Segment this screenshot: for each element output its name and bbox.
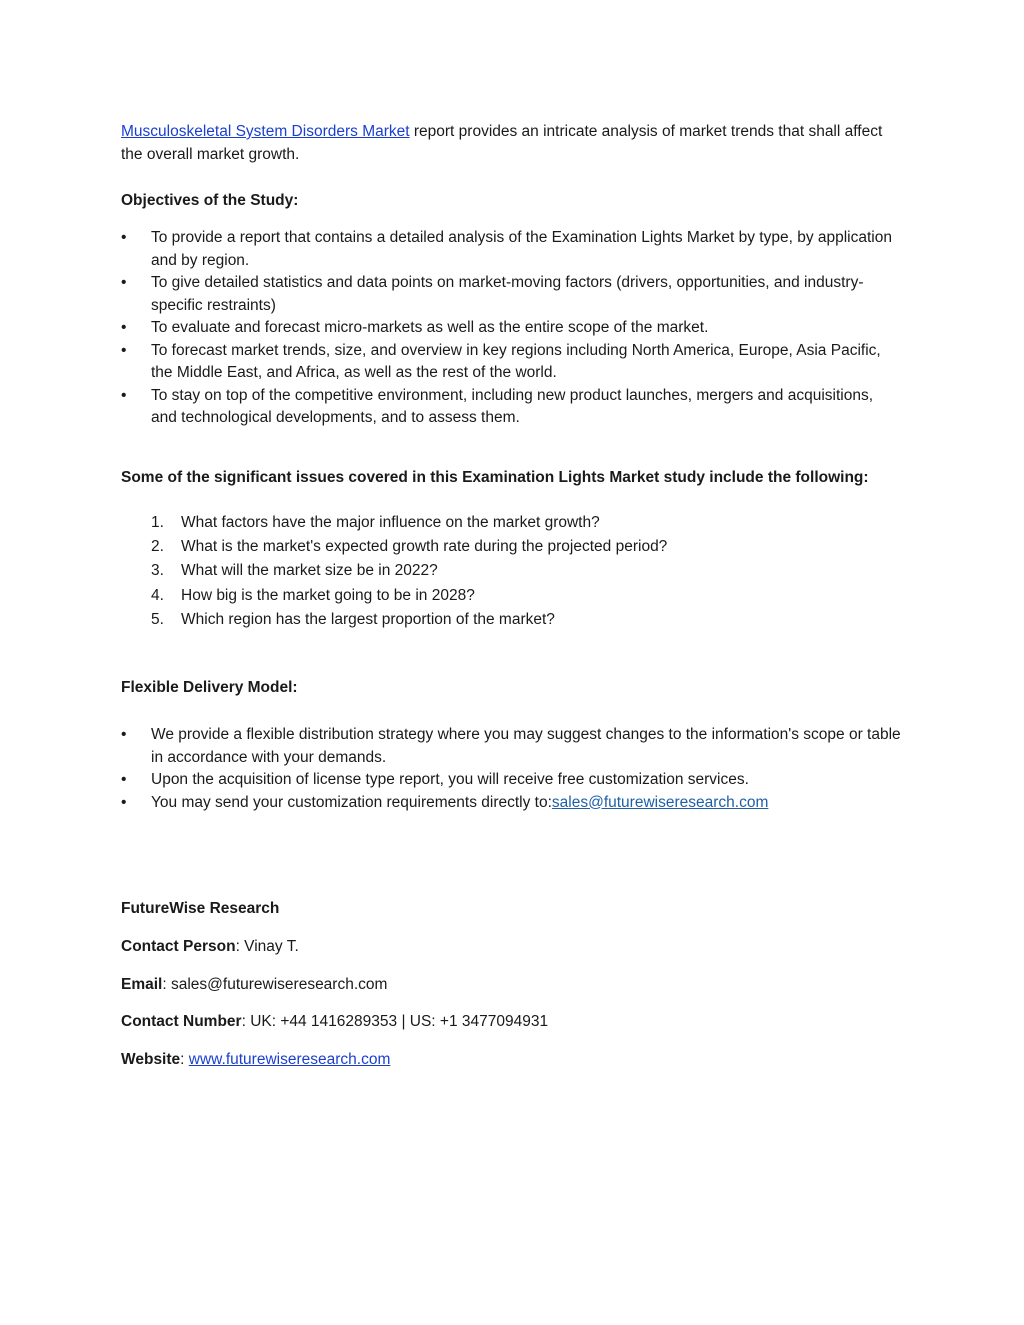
contact-number-line xyxy=(121,1011,901,1034)
bullet-icon: • xyxy=(121,274,127,291)
list-number: 1. xyxy=(151,514,164,531)
list-item-text: What is the market's expected growth rate during the projected period? xyxy=(181,538,668,556)
website-link[interactable]: www.futurewiseresearch.com xyxy=(188,1051,391,1068)
list-number: 2. xyxy=(151,538,164,556)
list-item xyxy=(151,511,891,535)
list-item-text: To stay on top of the competitive environment, including new product launches, mergers and acquisitions, and technological developments, and to assess them. xyxy=(151,386,874,426)
list-item-text: We provide a flexible distribution strategy where you may suggest changes to the information's scope or table in accordance with your demands. xyxy=(151,726,901,766)
website-line xyxy=(121,1049,901,1072)
objectives-heading: Objectives of the Study: xyxy=(121,192,299,209)
list-item xyxy=(151,559,891,583)
sales-email-link[interactable]: sales@futurewiseresearch.com xyxy=(551,793,769,811)
list-item xyxy=(121,272,901,317)
delivery-list xyxy=(121,724,901,814)
list-item-text: What factors have the major influence on the market growth? xyxy=(181,514,600,531)
contact-number-value: : UK: +44 1416289353 | US: +1 3477094931 xyxy=(241,1013,549,1030)
list-item xyxy=(121,792,901,815)
list-item-text: Which region has the largest proportion of the market? xyxy=(181,610,555,628)
issues-heading: Some of the significant issues covered in this Examination Lights Market study include the following: xyxy=(121,469,869,486)
list-item-text: To provide a report that contains a detailed analysis of the Examination Lights Market by type, by application and by region. xyxy=(151,229,892,269)
bullet-icon: • xyxy=(121,793,127,811)
list-item xyxy=(121,385,901,430)
list-item-text: To evaluate and forecast micro-markets as well as the entire scope of the market. xyxy=(151,319,709,336)
list-number: 5. xyxy=(151,610,164,628)
company-name: FutureWise Research xyxy=(121,900,280,917)
list-item xyxy=(151,535,891,559)
list-item xyxy=(121,317,901,340)
list-item xyxy=(121,227,901,272)
website-label: Website xyxy=(121,1051,181,1068)
bullet-icon: • xyxy=(121,319,127,336)
list-item xyxy=(121,769,901,792)
email-line xyxy=(121,974,901,997)
bullet-icon: • xyxy=(121,341,127,359)
website-separator: : xyxy=(180,1051,189,1068)
list-item-text: To forecast market trends, size, and overview in key regions including North America, Europe, Asia Pacific, the Middle East, and Africa, as well as the rest of the world. xyxy=(151,341,881,381)
intro-text: report provides an intricate analysis of market trends that shall affect the overall market growth. xyxy=(121,123,883,163)
contact-person-label: Contact Person xyxy=(121,938,236,955)
list-item-text: Upon the acquisition of license type report, you will receive free customization services. xyxy=(151,771,749,788)
email-value: : sales@futurewiseresearch.com xyxy=(162,976,388,993)
bullet-icon: • xyxy=(121,726,127,743)
issues-list xyxy=(151,511,891,632)
contact-person-line xyxy=(121,936,901,959)
list-item-text: You may send your customization requirements directly to: xyxy=(151,793,552,811)
bullet-icon: • xyxy=(121,771,127,788)
bullet-icon: • xyxy=(121,386,127,404)
list-item-text: To give detailed statistics and data points on market-moving factors (drivers, opportunities, and industry-specific restraints) xyxy=(151,274,864,314)
list-item-text: What will the market size be in 2022? xyxy=(181,562,438,580)
delivery-heading: Flexible Delivery Model: xyxy=(121,679,298,696)
list-number: 4. xyxy=(151,586,164,604)
list-item xyxy=(151,608,891,632)
bullet-icon: • xyxy=(121,229,127,246)
list-item xyxy=(121,340,901,385)
list-item xyxy=(121,724,901,769)
intro-paragraph xyxy=(121,121,901,166)
list-item-text: How big is the market going to be in 2028? xyxy=(181,586,475,604)
objectives-list xyxy=(121,227,901,430)
list-number: 3. xyxy=(151,562,164,580)
contact-number-label: Contact Number xyxy=(121,1013,242,1030)
email-label: Email xyxy=(121,976,163,993)
contact-person-value: : Vinay T. xyxy=(235,938,299,955)
market-report-link[interactable]: Musculoskeletal System Disorders Market xyxy=(121,123,410,140)
list-item xyxy=(151,584,891,608)
